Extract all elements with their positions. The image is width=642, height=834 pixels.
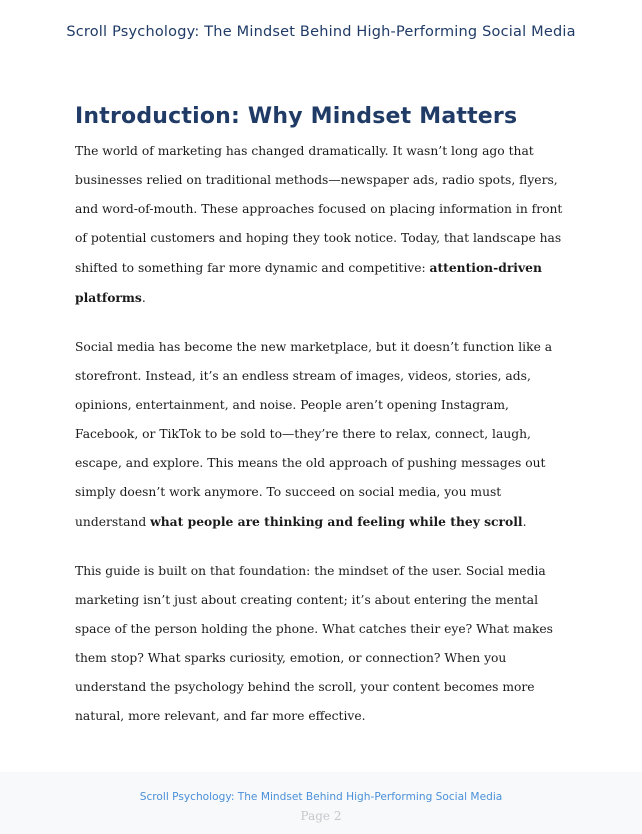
paragraph-1-end: .	[141, 291, 146, 305]
page-content	[75, 104, 569, 751]
paragraph-2-bold: what people are thinking and feeling while they scroll	[150, 514, 523, 529]
paragraph-2-end: .	[522, 515, 527, 529]
paragraph-2-text: Social media has become the new marketplace, but it doesn’t function like a storefront. Instead, it’s an endless stream of images, videos, stories, ads, opinions, entertainment, and noise. People aren’t opening Instagram, Facebook, or TikTok to be sold to—they’re there to relax, connect, laugh, escape, and explore. This means the old approach of pushing messages out simply doesn’t work anymore. To succeed on social media, you must understand	[75, 340, 553, 529]
page-number: Page 2	[300, 809, 342, 823]
paragraph-2	[75, 333, 569, 537]
running-header: Scroll Psychology: The Mindset Behind High-Performing Social Media	[66, 24, 576, 40]
paragraph-1-bold: attention-driven platforms	[75, 260, 542, 305]
paragraph-1	[75, 137, 569, 313]
section-title: Introduction: Why Mindset Matters	[75, 104, 518, 129]
paragraph-3: This guide is built on that foundation: the mindset of the user. Social media marketing isn’t just about creating content; it’s about entering the mental space of the person holding the phone. What catches their eye? What makes them stop? What sparks curiosity, emotion, or connection? When you understand the psychology behind the scroll, your content becomes more natural, more relevant, and far more effective.	[75, 564, 553, 723]
paragraph-1-text: The world of marketing has changed dramatically. It wasn’t long ago that businesses relied on traditional methods—newspaper ads, radio spots, flyers, and word-of-mouth. These approaches focused on placing information in front of potential customers and hoping they took notice. Today, that landscape has shifted to something far more dynamic and competitive:	[75, 144, 563, 275]
footer-title: Scroll Psychology: The Mindset Behind High-Performing Social Media	[139, 791, 503, 803]
footer-band	[0, 772, 642, 834]
